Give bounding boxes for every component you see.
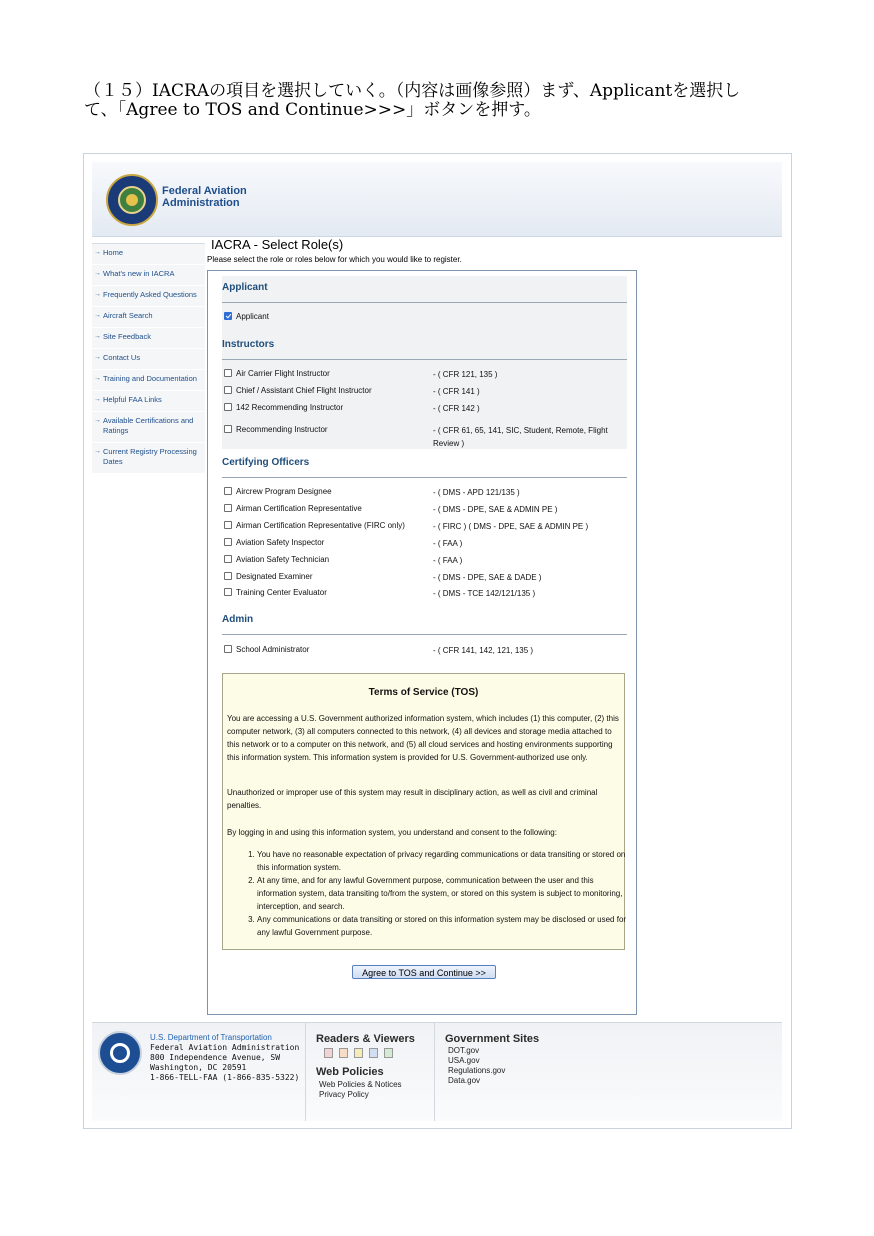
address-line-2: Washington, DC 20591 bbox=[150, 1063, 247, 1072]
role-label: Aircrew Program Designee bbox=[236, 487, 332, 496]
sidebar-item-label: Current Registry Processing Dates bbox=[103, 447, 197, 466]
sidebar-item-label: Frequently Asked Questions bbox=[103, 290, 197, 299]
sidebar-item[interactable] bbox=[92, 265, 205, 286]
sidebar-item-label: Aircraft Search bbox=[103, 311, 153, 320]
checkbox-applicant[interactable] bbox=[224, 312, 232, 320]
arrow-icon: → bbox=[94, 249, 101, 256]
gov-site-links bbox=[448, 1046, 505, 1086]
role-label: Aviation Safety Inspector bbox=[236, 538, 325, 547]
site-header bbox=[92, 162, 782, 237]
role-code: - ( CFR 141 ) bbox=[433, 387, 480, 396]
divider bbox=[222, 634, 627, 635]
page-subtitle: Please select the role or roles below for which you would like to register. bbox=[207, 255, 462, 264]
phone: 1-866-TELL-FAA (1-866-835-5322) bbox=[150, 1073, 300, 1082]
role-checkbox[interactable] bbox=[224, 369, 232, 377]
role-selection-panel bbox=[207, 270, 637, 1015]
role-code: - ( DMS - TCE 142/121/135 ) bbox=[433, 589, 536, 598]
role-code: - ( FAA ) bbox=[433, 539, 463, 548]
gov-sites-title: Government Sites bbox=[445, 1033, 540, 1045]
web-policies-link[interactable]: Web Policies & Notices bbox=[319, 1080, 402, 1089]
dot-seal-icon bbox=[98, 1031, 142, 1075]
role-checkbox[interactable] bbox=[224, 538, 232, 546]
role-label: Training Center Evaluator bbox=[236, 588, 327, 597]
arrow-icon: → bbox=[94, 333, 101, 340]
role-label: Airman Certification Representative bbox=[236, 504, 362, 513]
tos-paragraph-3: By logging in and using this information system, you understand and consent to the following: bbox=[227, 828, 557, 837]
sidebar-item[interactable] bbox=[92, 349, 205, 370]
role-label: Chief / Assistant Chief Flight Instructor bbox=[236, 386, 372, 395]
tos-paragraph-1: You are accessing a U.S. Government authorized information system, which includes (1) this computer, (2) this computer network, (3) all computers connected to this network, (4) all devices and storage media attached to this network or to a computer on this network, and (5) all cloud services and hosting environments supporting this information system. This information system is provided for U.S. Government-authorized use only. bbox=[227, 714, 619, 762]
arrow-icon: → bbox=[94, 448, 101, 455]
role-label: School Administrator bbox=[236, 645, 310, 654]
tos-list bbox=[243, 848, 635, 939]
privacy-policy-link[interactable]: Privacy Policy bbox=[319, 1090, 369, 1099]
sidebar-item-label: Helpful FAA Links bbox=[103, 395, 162, 404]
tos-title: Terms of Service (TOS) bbox=[368, 687, 479, 698]
agree-continue-button[interactable]: Agree to TOS and Continue >> bbox=[352, 965, 496, 979]
role-code: - ( FAA ) bbox=[433, 556, 463, 565]
footer-divider bbox=[305, 1023, 306, 1121]
role-checkbox[interactable] bbox=[224, 645, 232, 653]
faa-seal-icon bbox=[106, 174, 158, 226]
sidebar-item-label: Contact Us bbox=[103, 353, 141, 362]
gov-site-link[interactable]: Data.gov bbox=[448, 1076, 481, 1085]
brand-line-1: Federal Aviation bbox=[162, 185, 247, 197]
tos-list-item: 1. You have no reasonable expectation of privacy regarding communications or data transiting or stored on this information system. bbox=[257, 848, 635, 874]
role-checkbox[interactable] bbox=[224, 504, 232, 512]
role-checkbox[interactable] bbox=[224, 403, 232, 411]
reader-icons bbox=[324, 1045, 399, 1056]
sidebar-item[interactable] bbox=[92, 286, 205, 307]
role-checkbox[interactable] bbox=[224, 588, 232, 596]
role-checkbox[interactable] bbox=[224, 555, 232, 563]
arrow-icon: → bbox=[94, 291, 101, 298]
sidebar-item[interactable] bbox=[92, 443, 205, 474]
role-checkbox[interactable] bbox=[224, 386, 232, 394]
arrow-icon: → bbox=[94, 417, 101, 424]
role-label: Air Carrier Flight Instructor bbox=[236, 369, 330, 378]
arrow-icon: → bbox=[94, 312, 101, 319]
faa-logo-text[interactable] bbox=[162, 185, 247, 209]
arrow-icon: → bbox=[94, 396, 101, 403]
pdf-icon[interactable] bbox=[324, 1048, 333, 1058]
sidebar-item-label: Available Certifications and Ratings bbox=[103, 416, 194, 435]
role-label: Designated Examiner bbox=[236, 572, 313, 581]
tos-box bbox=[222, 673, 625, 950]
sidebar-item-label: What's new in IACRA bbox=[103, 269, 175, 278]
divider bbox=[222, 477, 627, 478]
screenshot-frame bbox=[83, 153, 792, 1129]
role-code: - ( DMS - DPE, SAE & DADE ) bbox=[433, 573, 542, 582]
sidebar-item-label: Site Feedback bbox=[103, 332, 151, 341]
role-code: - ( DMS - APD 121/135 ) bbox=[433, 488, 520, 497]
sidebar-item-label: Home bbox=[103, 248, 124, 257]
readers-title: Readers & Viewers bbox=[316, 1033, 415, 1045]
role-label: Aviation Safety Technician bbox=[236, 555, 330, 564]
arrow-icon: → bbox=[94, 354, 101, 361]
intro-line-2: て、「Agree to TOS and Continue>>>」ボタンを押す。 bbox=[84, 100, 541, 120]
role-checkbox[interactable] bbox=[224, 425, 232, 433]
agency-name: Federal Aviation Administration bbox=[150, 1043, 300, 1052]
dot-link[interactable]: U.S. Department of Transportation bbox=[150, 1033, 272, 1042]
role-label: Applicant bbox=[236, 312, 269, 321]
sidebar-item[interactable] bbox=[92, 328, 205, 349]
arrow-icon: → bbox=[94, 270, 101, 277]
address-line-1: 800 Independence Avenue, SW bbox=[150, 1053, 281, 1062]
sidebar-item[interactable] bbox=[92, 244, 205, 265]
policy-links bbox=[319, 1080, 402, 1100]
gov-site-link[interactable]: Regulations.gov bbox=[448, 1066, 506, 1075]
section-title-instructors: Instructors bbox=[222, 339, 275, 350]
sidebar-item[interactable] bbox=[92, 412, 205, 443]
excel-icon[interactable] bbox=[384, 1048, 393, 1058]
gov-site-link[interactable]: DOT.gov bbox=[448, 1046, 480, 1055]
role-label: 142 Recommending Instructor bbox=[236, 403, 344, 412]
sidebar-nav bbox=[92, 243, 205, 474]
archive-icon[interactable] bbox=[354, 1048, 363, 1058]
word-icon[interactable] bbox=[369, 1048, 378, 1058]
footer-address bbox=[150, 1033, 299, 1083]
brand-line-2: Administration bbox=[162, 197, 240, 209]
intro-line-1: （１５）IACRAの項目を選択していく。（内容は画像参照）まず、Applicantを選択し bbox=[84, 81, 741, 101]
section-title-certifying: Certifying Officers bbox=[222, 457, 310, 468]
divider bbox=[222, 302, 627, 303]
role-code: - ( DMS - DPE, SAE & ADMIN PE ) bbox=[433, 505, 558, 514]
tos-paragraph-2: Unauthorized or improper use of this system may result in disciplinary action, as well as civil and criminal penalties. bbox=[227, 788, 598, 810]
sidebar-item[interactable] bbox=[92, 307, 205, 328]
site-footer bbox=[92, 1022, 782, 1121]
policies-title: Web Policies bbox=[316, 1066, 384, 1078]
role-checkbox[interactable] bbox=[224, 487, 232, 495]
footer-divider bbox=[434, 1023, 435, 1121]
tos-list-item: 3. Any communications or data transiting or stored on this information system may be disclosed or used for any lawful Government purpose. bbox=[257, 913, 635, 939]
role-code: - ( CFR 141, 142, 121, 135 ) bbox=[433, 646, 534, 655]
gov-site-link[interactable]: USA.gov bbox=[448, 1056, 480, 1065]
sidebar-item-label: Training and Documentation bbox=[103, 374, 197, 383]
tos-list-item: 2. At any time, and for any lawful Government purpose, communication between the user and this information system, data transiting to/from the system, or stored on this system is subject to monitoring, interception, and search. bbox=[257, 874, 635, 913]
section-title-admin: Admin bbox=[222, 614, 254, 625]
section-title-applicant: Applicant bbox=[222, 282, 268, 293]
role-checkbox[interactable] bbox=[224, 572, 232, 580]
role-code: - ( CFR 121, 135 ) bbox=[433, 370, 498, 379]
role-code: - ( CFR 142 ) bbox=[433, 404, 480, 413]
role-checkbox[interactable] bbox=[224, 521, 232, 529]
powerpoint-icon[interactable] bbox=[339, 1048, 348, 1058]
sidebar-item[interactable] bbox=[92, 391, 205, 412]
arrow-icon: → bbox=[94, 375, 101, 382]
role-code: - ( CFR 61, 65, 141, SIC, Student, Remote, Flight Review ) bbox=[433, 426, 608, 448]
role-label: Recommending Instructor bbox=[236, 425, 328, 434]
intro-text bbox=[84, 82, 784, 120]
role-label: Airman Certification Representative (FIRC only) bbox=[236, 521, 405, 530]
page-title: IACRA - Select Role(s) bbox=[211, 237, 344, 252]
role-code: - ( FIRC ) ( DMS - DPE, SAE & ADMIN PE ) bbox=[433, 522, 589, 531]
sidebar-item[interactable] bbox=[92, 370, 205, 391]
